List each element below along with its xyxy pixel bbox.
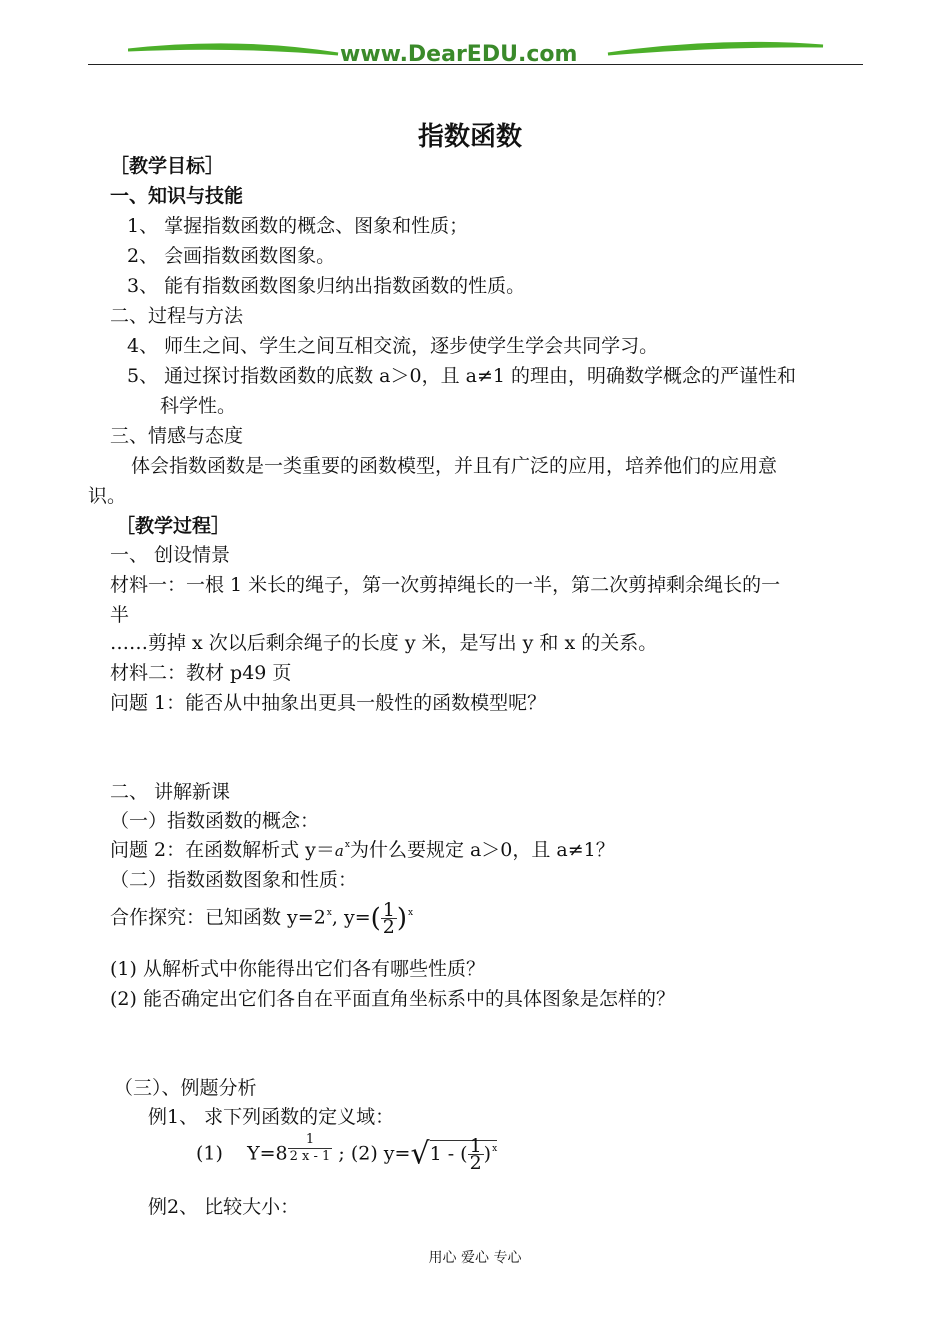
examples-heading: （三）、例题分析 (114, 1077, 257, 1099)
material-1-cont: 半 (110, 604, 130, 626)
question-2-exponent: x (344, 840, 350, 850)
coop-exponent-1: x (326, 907, 332, 918)
sqrt-icon: √ (410, 1136, 430, 1172)
example-1-part-2-prefix: ; (2) y= (338, 1142, 411, 1165)
objective-item-1: 1、 掌握指数函数的概念、图象和性质； (127, 215, 469, 237)
objective-item-5-cont: 科学性。 (160, 395, 237, 417)
example-1-part-1-base: Y=8 (247, 1142, 288, 1165)
cooperative-inquiry: 合作探究：已知函数 $y=2^x$, y=( $\frac{1}{2}$ )$^x$ (110, 899, 414, 938)
material-2: 材料二：教材 p49 页 (110, 662, 292, 684)
objective-item-3: 3、 能有指数函数图象归纳出指数函数的性质。 (127, 275, 526, 297)
coop-fraction-num: 1 (382, 899, 395, 921)
example-1-radicand: 1 - ( $\frac{1}{2}$ )$^x$ (429, 1135, 498, 1174)
question-2-suffix: 为什么要规定 a＞0，且 a≠1？ (349, 839, 615, 861)
radicand-fraction (468, 1135, 484, 1174)
material-1-cont2: ……剪掉 x 次以后剩余绳子的长度 y 米，是写出 y 和 x 的关系。 (110, 632, 658, 654)
question-2 (110, 836, 615, 868)
ex1-frac-num: 1 (288, 1132, 333, 1149)
material-1: 材料一：一根 1 米长的绳子，第一次剪掉绳长的一半，第二次剪掉剩余绳长的一 (110, 574, 781, 596)
radicand-exponent: x (492, 1143, 498, 1154)
example-1-exponent-fraction (288, 1132, 333, 1165)
coop-prefix: 合作探究：已知函数 y=2 (110, 906, 326, 929)
page-footer: 用心 爱心 专心 (428, 1250, 522, 1266)
example-1-part-1-label: (1) (196, 1142, 223, 1165)
radicand-frac-den: 2 (469, 1152, 482, 1174)
question-2-prefix: 问题 2：在函数解析式 y＝ (110, 839, 335, 861)
inquiry-question-1: (1) 从解析式中你能得出它们各有哪些性质？ (110, 958, 485, 980)
question-1: 问题 1：能否从中抽象出更具一般性的函数模型呢？ (110, 692, 547, 714)
logo-text: www.DearEDU.com (340, 42, 578, 67)
attitude-paragraph-cont: 识。 (88, 485, 127, 507)
objective-section-attitude: 三、情感与态度 (110, 425, 244, 447)
objective-item-5: 5、 通过探讨指数函数的底数 a＞0，且 a≠1 的理由，明确数学概念的严谨性和 (127, 365, 797, 387)
process-heading: ［教学过程］ (116, 515, 231, 537)
radicand-text: 1 - ( (429, 1142, 468, 1165)
coop-exponent-2: x (408, 907, 414, 918)
example-2: 例2、 比较大小： (148, 1196, 300, 1218)
question-2-base: a (334, 842, 344, 860)
example-1-parts (196, 1132, 498, 1186)
objectives-heading: ［教学目标］ (110, 155, 225, 177)
process-section-new-lesson: 二、 讲解新课 (110, 781, 231, 803)
graph-properties-heading: （二）指数函数图象和性质： (110, 869, 358, 891)
process-section-scenario: 一、 创设情景 (110, 544, 231, 566)
coop-mid: , y= (331, 906, 371, 929)
objective-section-knowledge: 一、知识与技能 (110, 185, 244, 207)
attitude-paragraph: 体会指数函数是一类重要的函数模型，并且有广泛的应用，培养他们的应用意 (131, 455, 778, 477)
coop-fraction (381, 899, 397, 938)
objective-section-process: 二、过程与方法 (110, 305, 244, 327)
ex1-frac-den: 2 x - 1 (289, 1149, 331, 1164)
page-title: 指数函数 (418, 122, 523, 152)
radicand-frac-num: 1 (469, 1135, 482, 1157)
objective-item-2: 2、 会画指数函数图象。 (127, 245, 336, 267)
inquiry-question-2: (2) 能否确定出它们各自在平面直角坐标系中的具体图象是怎样的？ (110, 988, 675, 1010)
header-divider (88, 64, 863, 65)
objective-item-4: 4、 师生之间、学生之间互相交流，逐步使学生学会共同学习。 (127, 335, 659, 357)
concept-heading: （一）指数函数的概念： (110, 810, 320, 832)
example-1: 例1、 求下列函数的定义域： (148, 1106, 395, 1128)
coop-fraction-den: 2 (382, 916, 395, 938)
